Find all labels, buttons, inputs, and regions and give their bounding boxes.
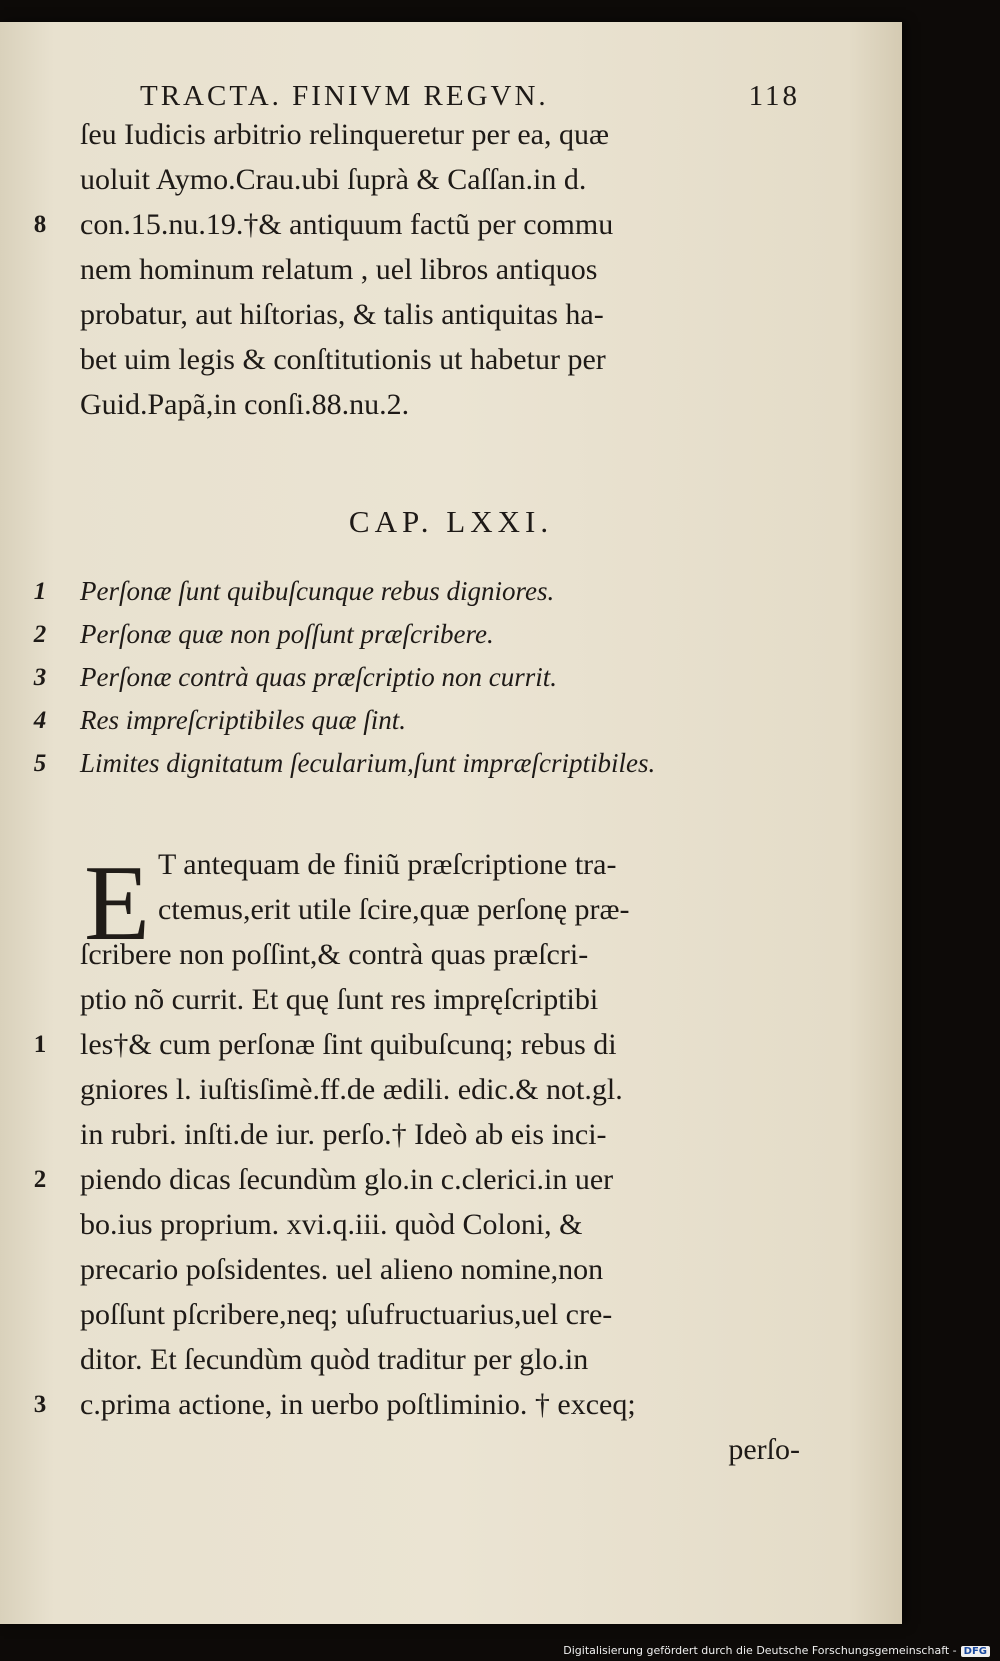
- text-line: ctemus,erit utile ſcire,quæ perſonę præ-: [158, 893, 630, 926]
- margin-number: 3: [33, 1391, 47, 1418]
- top-paragraph: [33, 112, 800, 427]
- margin-number: 3: [33, 664, 47, 691]
- margin-number: 2: [33, 621, 47, 648]
- text-line: ſcribere non poſſint,& contrà quas præſcri-: [80, 938, 589, 971]
- text-line: in rubri. inſti.de iur. perſo.† Ideò ab eis inci-: [80, 1118, 607, 1151]
- text-line: 3 c.prima actione, in uerbo poſtliminio. † exceq;: [80, 1382, 800, 1427]
- text-line: precario poſsidentes. uel alieno nomine,non: [80, 1253, 604, 1286]
- text-line: Guid.Papã,in conſi.88.nu.2.: [80, 388, 410, 421]
- margin-number: 1: [33, 578, 47, 605]
- running-title: TRACTA. FINIVM REGVN.: [140, 80, 549, 112]
- funding-footer: [563, 1644, 990, 1657]
- drop-cap-initial: E: [84, 844, 150, 963]
- funding-text: Digitalisierung gefördert durch die Deutsche Forschungsgemeinschaft -: [563, 1644, 957, 1657]
- margin-number: 8: [33, 211, 47, 238]
- margin-number: 2: [33, 1166, 47, 1193]
- summary-item: 4 Res impreſcriptibiles quæ ſint.: [80, 699, 800, 742]
- text-line: T antequam de finiũ præſcriptione tra-: [158, 848, 617, 881]
- text-line: ptio nõ currit. Et quę ſunt res impręſcriptibi: [80, 983, 599, 1016]
- summary-item: 1 Perſonæ ſunt quibuſcunque rebus digniores.: [80, 570, 800, 613]
- text-line: probatur, aut hiſtorias, & talis antiquitas ha-: [80, 298, 604, 331]
- text-line: 8 con.15.nu.19.†& antiquum factũ per commu: [80, 202, 800, 247]
- catchword: perſo-: [728, 1433, 800, 1466]
- book-page: [0, 22, 902, 1624]
- text-line: bo.ius proprium. xvi.q.iii. quòd Coloni, &: [80, 1208, 583, 1241]
- margin-number: 5: [33, 750, 47, 777]
- body-paragraph: [33, 842, 800, 1472]
- chapter-heading: CAP. LXXI.: [348, 504, 554, 539]
- text-line: ditor. Et ſecundùm quòd traditur per glo.in: [80, 1343, 589, 1376]
- text-line: gniores l. iuſtisſimè.ff.de ædili. edic.& not.gl.: [80, 1073, 623, 1106]
- summary-item: 5 Limites dignitatum ſecularium,ſunt impræſcriptibiles.: [80, 742, 800, 785]
- text-line: uoluit Aymo.Crau.ubi ſuprà & Caſſan.in d.: [80, 163, 587, 196]
- text-line: ſeu Iudicis arbitrio relinqueretur per ea, quæ: [80, 118, 609, 151]
- margin-number: 4: [33, 707, 47, 734]
- chapter-summary: [33, 570, 800, 785]
- dfg-logo: DFG: [961, 1646, 990, 1657]
- margin-number: 1: [33, 1031, 47, 1058]
- text-line: poſſunt pſcribere,neq; uſufructuarius,uel cre-: [80, 1298, 613, 1331]
- text-line: 2 piendo dicas ſecundùm glo.in c.clerici.in uer: [80, 1157, 800, 1202]
- page-number: 118: [748, 80, 800, 112]
- summary-item: 2 Perſonæ quæ non poſſunt præſcribere.: [80, 613, 800, 656]
- text-line: nem hominum relatum , uel libros antiquos: [80, 253, 598, 286]
- summary-item: 3 Perſonæ contrà quas præſcriptio non currit.: [80, 656, 800, 699]
- text-line: 1 les†& cum perſonæ ſint quibuſcunq; rebus di: [80, 1022, 800, 1067]
- text-line: bet uim legis & conſtitutionis ut habetur per: [80, 343, 606, 376]
